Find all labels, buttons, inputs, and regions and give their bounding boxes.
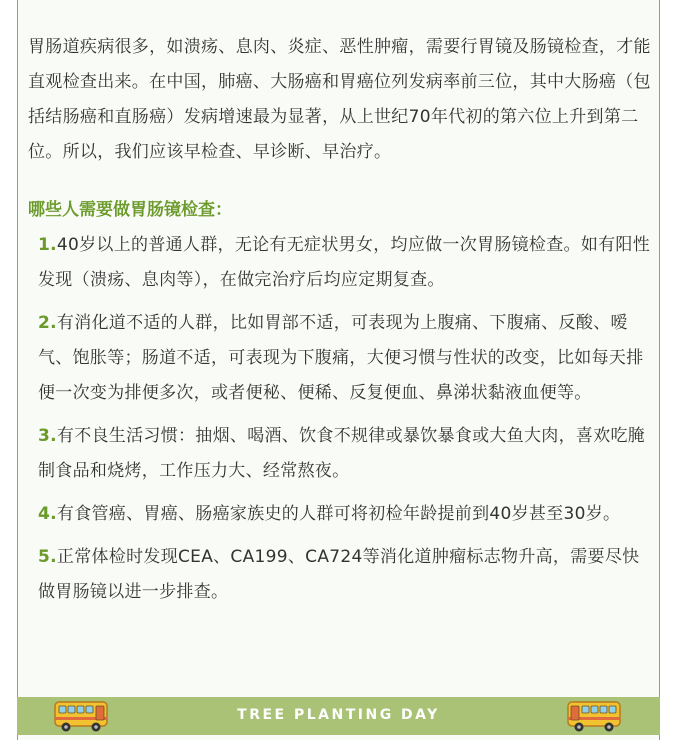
item-text: 有消化道不适的人群，比如胃部不适，可表现为上腹痛、下腹痛、反酸、嗳气、饱胀等；肠道不适，可表现为下腹痛，大便习惯与性状的改变，比如每天排便一次变为排便多次，或者便秘、便稀、反复便血、鼻涕状黏液血便等。 xyxy=(38,313,644,403)
item-text: 40岁以上的普通人群，无论有无症状男女，均应做一次胃肠镜检查。如有阳性发现（溃疡、息肉等），在做完治疗后均应定期复查。 xyxy=(38,235,651,290)
intro-paragraph: 胃肠道疾病很多，如溃疡、息肉、炎症、恶性肿瘤，需要行胃镜及肠镜检查，才能直观检查出来。在中国，肺癌、大肠癌和胃癌位列发病率前三位，其中大肠癌（包括结肠癌和直肠癌）发病增速最为显著，从上世纪70年代初的第六位上升到第二位。所以，我们应该早检查、早诊断、早治疗。 xyxy=(28,37,651,162)
section-heading: 哪些人需要做胃肠镜检查： xyxy=(28,200,232,220)
school-bus-icon xyxy=(566,698,622,734)
item-number: 4. xyxy=(38,504,57,524)
list-item-1 xyxy=(38,228,652,298)
checkup-list xyxy=(38,228,652,618)
list-item-5 xyxy=(38,540,652,610)
item-number: 1. xyxy=(38,235,57,255)
footer-banner xyxy=(17,697,660,735)
list-item-2 xyxy=(38,306,652,411)
item-text: 正常体检时发现CEA、CA199、CA724等消化道肿瘤标志物升高，需要尽快做胃肠镜以进一步排查。 xyxy=(38,547,640,602)
item-number: 5. xyxy=(38,547,57,567)
item-text: 有食管癌、胃癌、肠癌家族史的人群可将初检年龄提前到40岁甚至30岁。 xyxy=(56,504,621,524)
item-number: 3. xyxy=(38,426,57,446)
footer-text: TREE PLANTING DAY xyxy=(237,707,440,723)
list-item-4 xyxy=(38,497,652,532)
list-item-3 xyxy=(38,419,652,489)
item-text: 有不良生活习惯：抽烟、喝酒、饮食不规律或暴饮暴食或大鱼大肉，喜欢吃腌制食品和烧烤，工作压力大、经常熬夜。 xyxy=(38,426,646,481)
school-bus-icon xyxy=(53,698,109,734)
item-number: 2. xyxy=(38,313,57,333)
